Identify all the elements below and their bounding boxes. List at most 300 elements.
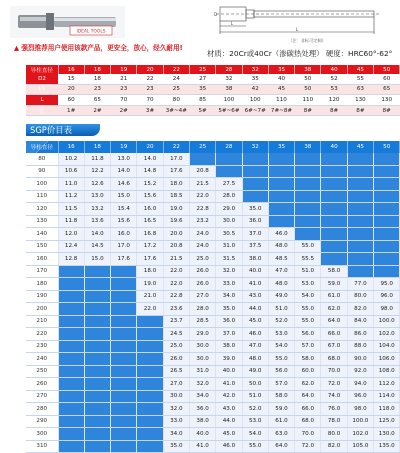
price-cell: 63.0 [268, 428, 294, 441]
price-cell: 114.0 [374, 390, 400, 403]
price-cell: 102.0 [347, 428, 373, 441]
empty-cell [111, 353, 137, 366]
price-cell: 17.6 [111, 253, 137, 266]
price-cell: 90.0 [347, 353, 373, 366]
length-cell: 280 [26, 403, 58, 416]
price-cell: 18.0 [137, 265, 163, 278]
spec-column-header: 22 [163, 65, 189, 74]
price-cell: 98.0 [374, 303, 400, 316]
price-cell: 37.5 [242, 240, 268, 253]
empty-cell [111, 378, 137, 391]
spec-cell: 3#~4# [163, 105, 189, 116]
price-cell: 12.2 [84, 165, 110, 178]
price-column-header: 22 [163, 141, 189, 153]
price-cell: 51.0 [242, 390, 268, 403]
empty-cell [242, 165, 268, 178]
empty-cell [268, 190, 294, 203]
price-row [26, 415, 400, 428]
spec-cell: 70 [137, 95, 163, 106]
spec-column-header: 38 [295, 65, 321, 74]
empty-cell [347, 203, 373, 216]
price-cell: 48.5 [268, 253, 294, 266]
price-cell: 46.0 [242, 328, 268, 341]
empty-cell [321, 203, 347, 216]
price-cell: 36.0 [189, 403, 215, 416]
empty-cell [374, 215, 400, 228]
price-row [26, 303, 400, 316]
price-column-header: 40 [321, 141, 347, 153]
price-cell: 15.2 [137, 178, 163, 191]
price-cell: 31.0 [216, 240, 242, 253]
spec-cell: 7#~8# [268, 105, 294, 116]
price-cell: 54.0 [242, 428, 268, 441]
price-cell: 77.0 [347, 278, 373, 291]
price-cell: 37.0 [216, 328, 242, 341]
spec-column-header: 25 [189, 65, 215, 74]
price-cell: 53.0 [242, 415, 268, 428]
price-cell: 78.0 [321, 415, 347, 428]
empty-cell [268, 178, 294, 191]
price-cell: 24.0 [189, 240, 215, 253]
spec-row-label: D2 [26, 74, 58, 84]
spec-cell: 50 [295, 74, 321, 84]
price-cell: 96.0 [347, 390, 373, 403]
empty-cell [58, 265, 84, 278]
price-cell: 48.0 [242, 353, 268, 366]
empty-cell [268, 153, 294, 165]
empty-cell [374, 228, 400, 241]
price-cell: 32.0 [163, 403, 189, 416]
price-cell: 112.0 [374, 378, 400, 391]
length-cell: 250 [26, 365, 58, 378]
price-cell: 36.0 [216, 315, 242, 328]
length-cell: 140 [26, 228, 58, 241]
price-cell: 105.0 [347, 440, 373, 453]
price-cell: 106.0 [374, 353, 400, 366]
price-cell: 28.0 [216, 190, 242, 203]
empty-cell [321, 240, 347, 253]
price-header-row [26, 141, 400, 153]
price-cell: 30.5 [216, 228, 242, 241]
price-cell: 125.0 [374, 415, 400, 428]
price-cell: 25.0 [189, 253, 215, 266]
price-cell: 46.0 [216, 440, 242, 453]
price-cell: 37.0 [242, 228, 268, 241]
price-row [26, 153, 400, 165]
spec-column-header: 40 [321, 65, 347, 74]
price-cell: 43.0 [216, 403, 242, 416]
price-cell: 74.0 [321, 390, 347, 403]
empty-cell [84, 328, 110, 341]
price-cell: 55.0 [242, 440, 268, 453]
empty-cell [111, 340, 137, 353]
spec-row [26, 84, 400, 95]
empty-cell [58, 365, 84, 378]
empty-cell [84, 365, 110, 378]
price-cell: 76.0 [321, 403, 347, 416]
price-cell: 24.0 [189, 228, 215, 241]
price-cell: 22.0 [189, 190, 215, 203]
price-cell: 40.0 [242, 265, 268, 278]
price-cell: 95.0 [374, 278, 400, 291]
price-cell: 22.8 [189, 203, 215, 216]
price-cell: 26.5 [163, 365, 189, 378]
length-cell: 310 [26, 440, 58, 453]
price-cell: 60.0 [295, 365, 321, 378]
price-cell: 29.0 [189, 328, 215, 341]
price-cell: 15.0 [111, 190, 137, 203]
price-cell: 57.0 [295, 340, 321, 353]
empty-cell [84, 440, 110, 453]
price-cell: 16.5 [137, 215, 163, 228]
price-cell: 40.0 [189, 428, 215, 441]
price-cell: 64.0 [295, 390, 321, 403]
empty-cell [137, 353, 163, 366]
spec-row [26, 105, 400, 116]
empty-cell [374, 253, 400, 266]
spec-cell: 15 [58, 74, 84, 84]
empty-cell [111, 278, 137, 291]
spec-cell: 65 [374, 84, 400, 95]
spec-cell: 32 [216, 74, 242, 84]
spec-column-header: 20 [137, 65, 163, 74]
spec-corner-label: 导柱直径 [26, 65, 58, 74]
spec-header-row [26, 65, 400, 74]
spec-cell: 100 [242, 95, 268, 106]
empty-cell [84, 403, 110, 416]
length-cell: 90 [26, 165, 58, 178]
price-cell: 100.0 [347, 415, 373, 428]
spec-column-header: 35 [268, 65, 294, 74]
length-cell: 270 [26, 390, 58, 403]
empty-cell [58, 440, 84, 453]
empty-cell [242, 178, 268, 191]
price-cell: 36.0 [242, 215, 268, 228]
price-cell: 10.2 [58, 153, 84, 165]
price-cell: 86.0 [347, 328, 373, 341]
price-row [26, 365, 400, 378]
spec-cell: 6#~7# [242, 105, 268, 116]
spec-cell: 35 [189, 84, 215, 95]
price-cell: 33.0 [163, 415, 189, 428]
spec-cell: 5#~6# [216, 105, 242, 116]
empty-cell [295, 228, 321, 241]
price-cell: 22.0 [137, 303, 163, 316]
price-cell: 32.0 [216, 265, 242, 278]
empty-cell [111, 415, 137, 428]
price-corner-label: 导柱直径 [26, 141, 58, 153]
price-row [26, 165, 400, 178]
length-cell: 210 [26, 315, 58, 328]
price-cell: 20.8 [163, 240, 189, 253]
price-cell: 104.0 [374, 340, 400, 353]
spec-cell: 3# [137, 105, 163, 116]
price-cell: 11.0 [58, 178, 84, 191]
empty-cell [84, 315, 110, 328]
price-cell: 12.0 [58, 228, 84, 241]
empty-cell [137, 415, 163, 428]
price-cell: 64.0 [321, 315, 347, 328]
price-cell: 20.8 [189, 165, 215, 178]
price-cell: 21.0 [137, 290, 163, 303]
price-column-header: 28 [216, 141, 242, 153]
price-cell: 13.0 [111, 153, 137, 165]
price-row [26, 265, 400, 278]
spec-row [26, 74, 400, 84]
price-cell: 15.0 [84, 253, 110, 266]
price-cell: 72.0 [295, 440, 321, 453]
price-cell: 38.0 [189, 415, 215, 428]
price-cell: 27.0 [163, 378, 189, 391]
price-cell: 17.6 [137, 253, 163, 266]
price-column-header: 18 [84, 141, 110, 153]
price-cell: 59.0 [321, 278, 347, 291]
price-cell: 61.0 [321, 290, 347, 303]
empty-cell [111, 328, 137, 341]
empty-cell [295, 165, 321, 178]
length-cell: 290 [26, 415, 58, 428]
spec-cell: 38 [216, 84, 242, 95]
empty-cell [84, 340, 110, 353]
price-cell: 44.0 [242, 303, 268, 316]
price-cell: 26.0 [189, 278, 215, 291]
price-column-header: 19 [111, 141, 137, 153]
price-cell: 15.6 [137, 190, 163, 203]
empty-cell [347, 165, 373, 178]
price-cell: 55.0 [268, 353, 294, 366]
empty-cell [321, 228, 347, 241]
empty-cell [84, 290, 110, 303]
empty-cell [58, 428, 84, 441]
empty-cell [347, 190, 373, 203]
empty-cell [58, 340, 84, 353]
empty-cell [58, 390, 84, 403]
price-row [26, 378, 400, 391]
price-row [26, 278, 400, 291]
empty-cell [321, 153, 347, 165]
empty-cell [295, 203, 321, 216]
empty-cell [58, 303, 84, 316]
empty-cell [347, 265, 373, 278]
length-cell: 170 [26, 265, 58, 278]
price-cell: 16.8 [137, 228, 163, 241]
empty-cell [374, 203, 400, 216]
spec-cell: 45 [268, 84, 294, 95]
spec-column-header: 19 [111, 65, 137, 74]
spec-cell: 20 [58, 84, 84, 95]
empty-cell [58, 290, 84, 303]
empty-cell [321, 165, 347, 178]
price-cell: 23.7 [163, 315, 189, 328]
spec-cell: 50 [295, 84, 321, 95]
spec-row-label: L [26, 95, 58, 106]
price-cell: 43.0 [242, 290, 268, 303]
price-cell: 130.0 [374, 428, 400, 441]
spec-cell: 65 [84, 95, 110, 106]
price-cell: 31.5 [216, 253, 242, 266]
spec-column-header: 18 [84, 65, 110, 74]
price-column-header: 45 [347, 141, 373, 153]
price-cell: 30.0 [216, 215, 242, 228]
price-cell: 52.0 [268, 315, 294, 328]
price-cell: 102.0 [374, 328, 400, 341]
length-cell: 260 [26, 378, 58, 391]
spec-cell: 53 [321, 84, 347, 95]
price-cell: 27.0 [189, 290, 215, 303]
price-cell: 54.0 [295, 290, 321, 303]
price-column-header: 16 [58, 141, 84, 153]
price-cell: 24.5 [163, 328, 189, 341]
price-cell: 28.0 [189, 303, 215, 316]
price-cell: 55.0 [295, 315, 321, 328]
price-cell: 57.0 [268, 378, 294, 391]
empty-cell [137, 378, 163, 391]
empty-cell [84, 278, 110, 291]
price-cell: 48.0 [268, 240, 294, 253]
spec-cell: 8# [295, 105, 321, 116]
empty-cell [137, 440, 163, 453]
price-cell: 10.6 [58, 165, 84, 178]
spec-cell: 1# [58, 105, 84, 116]
length-cell: 220 [26, 328, 58, 341]
price-cell: 35.0 [163, 440, 189, 453]
price-cell: 59.0 [268, 403, 294, 416]
price-cell: 12.4 [58, 240, 84, 253]
price-cell: 19.0 [163, 203, 189, 216]
spec-cell: 8# [321, 105, 347, 116]
price-cell: 34.0 [163, 428, 189, 441]
price-cell: 48.0 [268, 278, 294, 291]
empty-cell [374, 165, 400, 178]
empty-cell [137, 390, 163, 403]
price-cell: 47.0 [242, 340, 268, 353]
price-cell: 11.8 [58, 215, 84, 228]
price-cell: 82.0 [347, 303, 373, 316]
length-cell: 190 [26, 290, 58, 303]
price-row [26, 328, 400, 341]
length-cell: 120 [26, 203, 58, 216]
spec-cell: 100 [216, 95, 242, 106]
price-cell: 94.0 [347, 378, 373, 391]
price-cell: 52.0 [242, 403, 268, 416]
price-cell: 54.0 [268, 340, 294, 353]
spec-row-label: L1 [26, 84, 58, 95]
empty-cell [111, 365, 137, 378]
price-cell: 66.0 [295, 403, 321, 416]
empty-cell [321, 178, 347, 191]
empty-cell [295, 178, 321, 191]
spec-cell: 60 [58, 95, 84, 106]
price-cell: 28.5 [189, 315, 215, 328]
drawing-label-l: L [295, 27, 299, 32]
empty-cell [242, 190, 268, 203]
spec-cell: 24 [163, 74, 189, 84]
empty-cell [84, 303, 110, 316]
price-cell: 20.0 [163, 228, 189, 241]
price-cell: 17.6 [163, 165, 189, 178]
empty-cell [58, 378, 84, 391]
price-cell: 30.0 [163, 390, 189, 403]
empty-cell [268, 165, 294, 178]
price-cell: 13.2 [84, 203, 110, 216]
drawing-label-d: D [214, 12, 218, 17]
price-cell: 98.0 [347, 403, 373, 416]
spec-cell: 40 [268, 74, 294, 84]
empty-cell [111, 390, 137, 403]
price-cell: 34.0 [189, 390, 215, 403]
empty-cell [111, 440, 137, 453]
empty-cell [111, 265, 137, 278]
spec-cell: 8# [347, 105, 373, 116]
price-cell: 58.0 [321, 265, 347, 278]
length-cell: 150 [26, 240, 58, 253]
price-cell: 41.0 [216, 378, 242, 391]
empty-cell [321, 253, 347, 266]
length-cell: 300 [26, 428, 58, 441]
price-cell: 26.0 [163, 353, 189, 366]
spec-cell: 23 [84, 84, 110, 95]
spec-cell: 27 [189, 74, 215, 84]
empty-cell [347, 228, 373, 241]
length-cell: 230 [26, 340, 58, 353]
empty-cell [321, 215, 347, 228]
price-row [26, 340, 400, 353]
price-cell: 38.0 [216, 340, 242, 353]
price-column-header: 32 [242, 141, 268, 153]
price-cell: 82.0 [321, 440, 347, 453]
price-cell: 41.0 [242, 278, 268, 291]
price-cell: 17.0 [163, 153, 189, 165]
spec-column-header: 45 [347, 65, 373, 74]
spec-cell: 2# [84, 105, 110, 116]
empty-cell [374, 178, 400, 191]
spec-cell: 42 [242, 84, 268, 95]
length-cell: 80 [26, 153, 58, 165]
price-cell: 19.6 [163, 215, 189, 228]
price-cell: 30.0 [189, 353, 215, 366]
spec-cell: 8# [374, 105, 400, 116]
price-cell: 51.0 [295, 265, 321, 278]
price-cell: 14.6 [111, 178, 137, 191]
price-cell: 38.0 [242, 253, 268, 266]
price-cell: 53.0 [295, 278, 321, 291]
empty-cell [84, 415, 110, 428]
spec-cell: 60 [374, 74, 400, 84]
price-cell: 16.0 [137, 203, 163, 216]
product-header [0, 0, 400, 62]
empty-cell [111, 290, 137, 303]
price-cell: 30.0 [189, 340, 215, 353]
empty-cell [374, 190, 400, 203]
spec-cell: 52 [321, 74, 347, 84]
empty-cell [58, 315, 84, 328]
price-cell: 29.0 [216, 203, 242, 216]
price-cell: 21.5 [189, 178, 215, 191]
spec-cell: 120 [321, 95, 347, 106]
spec-cell: 23 [111, 84, 137, 95]
price-row [26, 240, 400, 253]
length-cell: 200 [26, 303, 58, 316]
empty-cell [374, 153, 400, 165]
price-cell: 100.0 [374, 315, 400, 328]
price-cell: 80.0 [347, 290, 373, 303]
price-cell: 118.0 [374, 403, 400, 416]
length-cell: 240 [26, 353, 58, 366]
spec-cell: 2# [111, 105, 137, 116]
price-cell: 68.0 [321, 353, 347, 366]
price-row [26, 228, 400, 241]
empty-cell [58, 328, 84, 341]
